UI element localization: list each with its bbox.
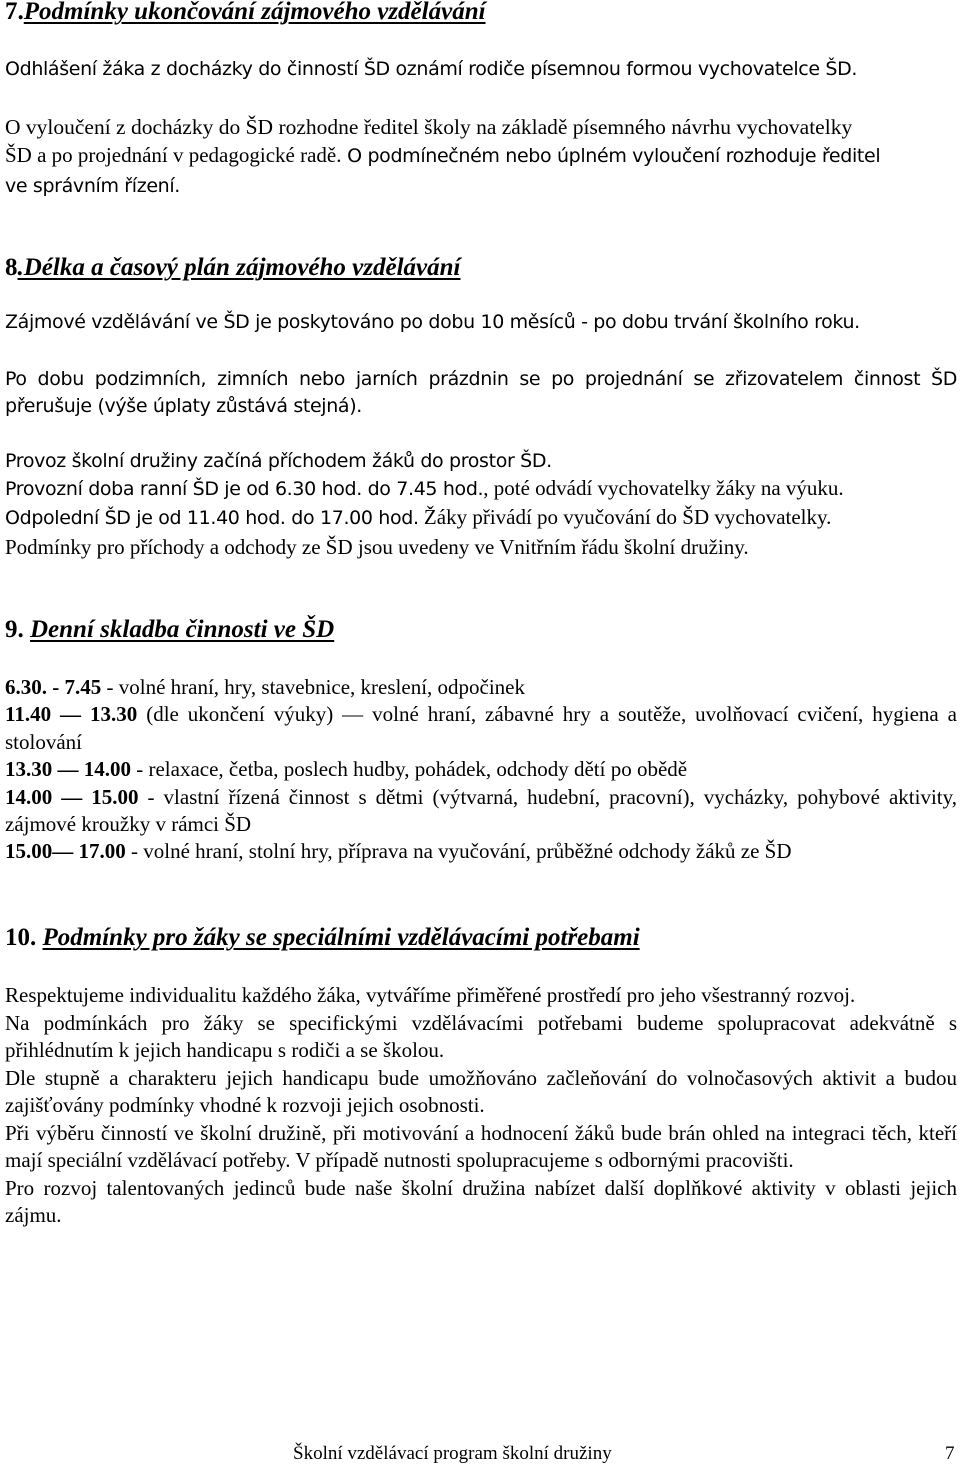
schedule-text: - volné hraní, hry, stavebnice, kreslení, odpočinek (101, 675, 526, 699)
section-7-heading (5, 0, 486, 26)
section-10-body (5, 982, 957, 1230)
schedule-list (5, 674, 957, 866)
schedule-time: 6.30. - 7.45 (5, 675, 102, 699)
schedule-text: - volné hraní, stolní hry, příprava na vyučování, průběžné odchody žáků ze ŠD (125, 839, 792, 864)
section-10-paragraph: Při výběru činností ve školní družině, při motivování a hodnocení žáků bude brán ohled na integraci těch, kteří mají speciální vzdělávací potřeby. V případě nutnosti spolupracujeme s odbornými pracovišti. (5, 1120, 957, 1172)
section-10-paragraph: Respektujeme individualitu každého žáka, vytváříme přiměřené prostředí pro jeho všestranný rozvoj. (5, 983, 856, 1007)
section-10-title: Podmínky pro žáky se speciálními vzdělávacími potřebami (42, 924, 640, 951)
schedule-row (5, 838, 957, 865)
section-7-paragraph-2-line-1: O vyloučení z docházky do ŠD rozhodne ředitel školy na základě písemného návrhu vychovatelky (5, 115, 853, 139)
section-8-number: 8 (5, 254, 18, 281)
section-7-paragraph-2: O vyloučení z docházky do ŠD rozhodne ředitel školy na základě písemného návrhu vychovatelky ŠD a po projednání v pedagogické radě. O podmínečném nebo úplném vyloučení rozhoduje ředitel ve správním řízení. (5, 113, 957, 200)
schedule-time: 11.40 — 13.30 (5, 702, 138, 727)
section-9-number: 9. (5, 616, 24, 643)
schedule-time: 13.30 — 14.00 (5, 757, 131, 782)
schedule-row (5, 674, 957, 701)
schedule-text: (dle ukončení výuky) — volné hraní, zábavné hry a soutěže, uvolňovací cvičení, hygiena a stolování (5, 702, 958, 754)
section-9-heading (5, 616, 334, 644)
schedule-row (5, 701, 957, 756)
section-7-title: Podmínky ukončování zájmového vzdělávání (23, 0, 486, 25)
schedule-text: - relaxace, četba, poslech hudby, pohádek, odchody dětí po obědě (131, 757, 688, 782)
footer-title: Školní vzdělávací program školní družiny (293, 1443, 612, 1464)
section-8-provoz: Provoz školní družiny začíná příchodem žáků do prostor ŠD. (5, 450, 552, 472)
section-10-heading (5, 924, 640, 952)
section-7-paragraph-1: Odhlášení žáka z docházky do činností ŠD oznámí rodiče písemnou formou vychovatelce ŠD. (5, 58, 858, 80)
section-9-title: Denní skladba činnosti ve ŠD (30, 616, 335, 643)
schedule-time: 14.00 — 15.00 (5, 784, 139, 809)
schedule-row (5, 784, 957, 839)
section-10-paragraph: Na podmínkách pro žáky se specifickými vzdělávacími potřebami budeme spolupracovat adekvátně s přihlédnutím k jejich handicapu s rodiči a se školou. (5, 1010, 957, 1062)
section-10-number: 10. (5, 924, 37, 951)
schedule-row (5, 756, 957, 783)
page-number: 7 (945, 1443, 955, 1464)
section-8-title: .Délka a časový plán zájmového vzdělávání (17, 254, 461, 281)
section-8-heading (5, 254, 461, 282)
section-7-number: 7. (5, 0, 24, 25)
section-8-paragraph-2: Po dobu podzimních, zimních nebo jarních prázdnin se po projednání se zřizovatelem činnost ŠD přerušuje (výše úplaty zůstává stejná). (5, 368, 957, 417)
section-8-provoz-block: Provoz školní družiny začíná příchodem žáků do prostor ŠD. Provozní doba ranní ŠD je od 6.30 hod. do 7.45 hod., poté odvádí vychovatelky žáky na výuku. Odpolední ŠD je od 11.40 hod. do 17.00 hod. Žáky přivádí po vyučování do ŠD vychovatelky. Podmínky pro příchody a odchody ze ŠD jsou uvedeny ve Vnitřním řádu školní družiny. (5, 448, 957, 560)
section-10-paragraph: Dle stupně a charakteru jejich handicapu bude umožňováno začleňování do volnočasových aktivit a budou zajišťovány podmínky vhodné k rozvoji jejich osobnosti. (5, 1065, 957, 1117)
section-8-paragraph-1: Zájmové vzdělávání ve ŠD je poskytováno po dobu 10 měsíců - po dobu trvání školního roku. (5, 311, 860, 333)
section-10-paragraph: Pro rozvoj talentovaných jedinců bude naše školní družina nabízet další doplňkové aktivity v oblasti jejich zájmu. (5, 1175, 957, 1227)
schedule-text: - vlastní řízená činnost s dětmi (výtvarná, hudební, pracovní), vycházky, pohybové aktivity, zájmové kroužky v rámci ŠD (5, 784, 958, 837)
schedule-time: 15.00— 17.00 (5, 839, 126, 864)
